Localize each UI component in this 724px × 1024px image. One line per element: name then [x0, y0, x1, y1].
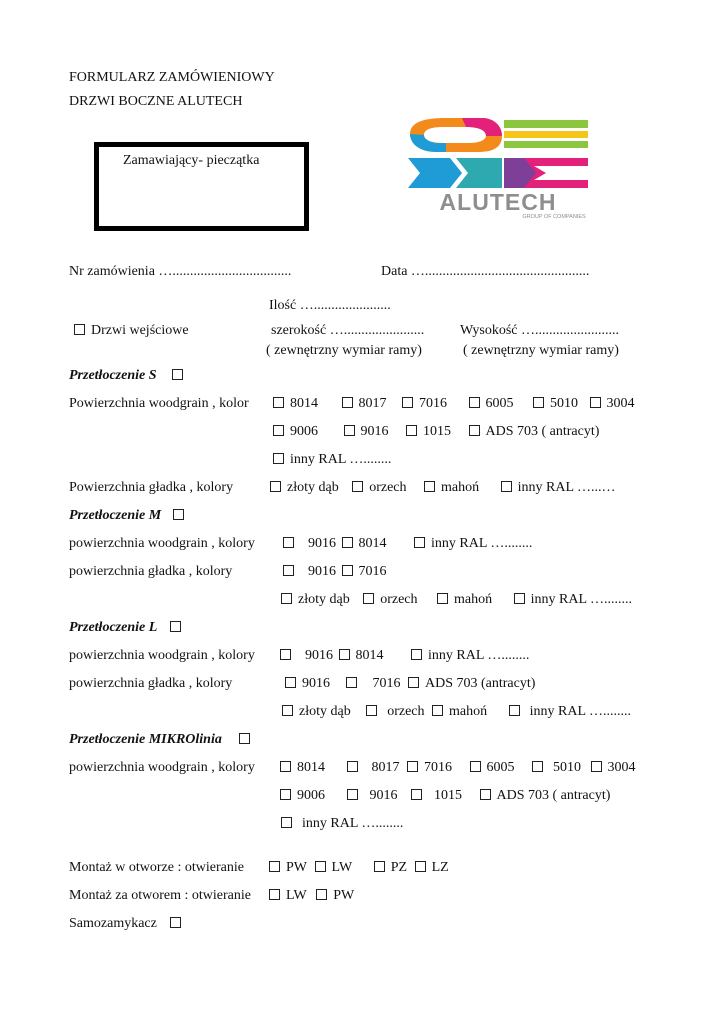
option-walnut[interactable] — [363, 591, 417, 609]
option-8014[interactable] — [273, 395, 318, 413]
option-label: PZ — [390, 860, 408, 875]
option-label: mahoń — [454, 592, 493, 607]
door-closer-checkbox[interactable] — [170, 917, 181, 928]
checkbox[interactable] — [273, 453, 284, 464]
option-other-ral[interactable] — [414, 535, 532, 553]
checkbox[interactable] — [501, 481, 512, 492]
option-7016[interactable] — [342, 563, 387, 581]
m-woodgrain-row1 — [283, 535, 542, 553]
option-label: inny RAL …...… — [517, 480, 616, 495]
l-smooth-row1 — [285, 675, 545, 693]
option-label: 5010 — [553, 760, 581, 775]
l-woodgrain-label: powierzchnia woodgrain , kolory — [69, 648, 255, 663]
entry-door-label: Drzwi wejściowe — [91, 323, 189, 338]
checkbox[interactable] — [342, 537, 353, 548]
section-m-checkbox[interactable] — [173, 509, 184, 520]
option-label: 9006 — [297, 788, 325, 803]
option-label: 5010 — [550, 396, 578, 411]
option-9006[interactable] — [273, 423, 318, 441]
width-note: ( zewnętrzny wymiar ramy) — [266, 343, 422, 358]
option-label: mahoń — [449, 704, 488, 719]
m-smooth-row1 — [283, 563, 397, 581]
option-9016[interactable] — [280, 647, 333, 665]
checkbox[interactable] — [347, 789, 358, 800]
option-golden-oak[interactable] — [282, 703, 351, 721]
option-label: 3004 — [606, 396, 635, 411]
option-walnut[interactable] — [352, 479, 406, 497]
option-label: PW — [333, 888, 355, 903]
checkbox[interactable] — [315, 861, 326, 872]
option-3004[interactable] — [590, 395, 635, 413]
option-label: 8014 — [290, 396, 318, 411]
option-label: złoty dąb — [287, 480, 339, 495]
option-label: inny RAL …........ — [428, 648, 530, 663]
door-closer-row — [69, 915, 187, 933]
option-9016[interactable] — [283, 535, 336, 553]
option-label: 7016 — [419, 396, 447, 411]
option-label: 9016 — [305, 648, 333, 663]
option-8014[interactable] — [339, 647, 384, 665]
checkbox[interactable] — [342, 565, 353, 576]
checkbox[interactable] — [590, 397, 601, 408]
option-other-ral[interactable] — [509, 703, 631, 721]
option-label: 9006 — [290, 424, 318, 439]
option-label: inny RAL …........ — [431, 536, 533, 551]
checkbox[interactable] — [363, 593, 374, 604]
option-label: inny RAL …........ — [302, 816, 404, 831]
checkbox[interactable] — [591, 761, 602, 772]
checkbox[interactable] — [283, 565, 294, 576]
section-s-title — [69, 367, 189, 385]
option-label: 7016 — [424, 760, 452, 775]
checkbox[interactable] — [339, 649, 350, 660]
mikro-woodgrain-label: powierzchnia woodgrain , kolory — [69, 760, 255, 775]
checkbox[interactable] — [316, 889, 327, 900]
s-smooth-label: Powierzchnia gładka , kolory — [69, 480, 234, 495]
option-label: 9016 — [308, 564, 336, 579]
section-mikro-title-text: Przetłoczenie MIKROlinia — [69, 732, 222, 747]
option-mahogany[interactable] — [437, 591, 492, 609]
option-label: LZ — [431, 860, 449, 875]
option-9006[interactable] — [280, 787, 325, 805]
checkbox[interactable] — [533, 397, 544, 408]
checkbox[interactable] — [342, 397, 353, 408]
checkbox[interactable] — [480, 789, 491, 800]
s-woodgrain-row2 — [273, 423, 609, 441]
section-l-title-text: Przetłoczenie L — [69, 620, 157, 635]
checkbox[interactable] — [281, 817, 292, 828]
option-7016[interactable] — [407, 759, 452, 777]
checkbox[interactable] — [469, 397, 480, 408]
checkbox[interactable] — [509, 705, 520, 716]
option-label: 6005 — [485, 396, 514, 411]
mikro-woodgrain-row3 — [281, 815, 413, 833]
option-1015[interactable] — [406, 423, 451, 441]
checkbox[interactable] — [514, 593, 525, 604]
option-ads703[interactable] — [469, 423, 600, 441]
checkbox[interactable] — [269, 889, 280, 900]
option-label: 1015 — [434, 788, 462, 803]
entry-door-option[interactable] — [74, 322, 189, 340]
option-label: orzech — [380, 592, 418, 607]
checkbox[interactable] — [282, 705, 293, 716]
option-label: inny RAL …........ — [290, 452, 392, 467]
m-smooth-label: powierzchnia gładka , kolory — [69, 564, 233, 579]
s-woodgrain-row1 — [273, 395, 645, 413]
checkbox[interactable] — [415, 861, 426, 872]
option-label: złoty dąb — [298, 592, 350, 607]
mounting-in-label: Montaż w otworze : otwieranie — [69, 860, 244, 875]
option-lz[interactable] — [415, 859, 449, 877]
option-8017[interactable] — [347, 759, 400, 777]
option-walnut[interactable] — [366, 703, 424, 721]
checkbox[interactable] — [406, 425, 417, 436]
checkbox[interactable] — [469, 425, 480, 436]
height-field[interactable]: Wysokość …........................ — [460, 323, 619, 338]
checkbox[interactable] — [532, 761, 543, 772]
option-label: 9016 — [369, 788, 398, 803]
option-9016[interactable] — [285, 675, 330, 693]
option-ads703[interactable] — [480, 787, 611, 805]
checkbox[interactable] — [269, 861, 280, 872]
option-label: inny RAL …........ — [529, 704, 632, 719]
option-label: 8014 — [297, 760, 325, 775]
checkbox[interactable] — [411, 789, 422, 800]
mounting-behind-options — [269, 887, 364, 905]
option-ads703[interactable] — [408, 675, 535, 693]
option-golden-oak[interactable] — [270, 479, 339, 497]
option-other-ral[interactable] — [501, 479, 616, 497]
option-label: 6005 — [486, 760, 515, 775]
option-8014[interactable] — [280, 759, 325, 777]
option-label: mahoń — [441, 480, 480, 495]
option-mahogany[interactable] — [424, 479, 479, 497]
checkbox[interactable] — [411, 649, 422, 660]
option-golden-oak[interactable] — [281, 591, 350, 609]
m-woodgrain-label: powierzchnia woodgrain , kolory — [69, 536, 255, 551]
option-9016[interactable] — [283, 563, 336, 581]
option-label: inny RAL …........ — [530, 592, 633, 607]
option-label: ADS 703 ( antracyt) — [485, 424, 600, 439]
checkbox[interactable] — [283, 537, 294, 548]
section-mikro-checkbox[interactable] — [239, 733, 250, 744]
mikro-woodgrain-row1 — [280, 759, 646, 777]
form-title: FORMULARZ ZAMÓWIENIOWY — [69, 70, 275, 85]
logo-tagline-text: GROUP OF COMPANIES — [522, 214, 586, 218]
l-smooth-row2 — [282, 703, 641, 721]
s-smooth-row1 — [270, 479, 626, 497]
entry-door-checkbox[interactable] — [74, 324, 85, 335]
section-mikro-title — [69, 731, 256, 749]
checkbox[interactable] — [285, 677, 296, 688]
option-label: 8017 — [371, 760, 400, 775]
s-woodgrain-label: Powierzchnia woodgrain , kolor — [69, 396, 249, 411]
l-smooth-label: powierzchnia gładka , kolory — [69, 676, 233, 691]
alutech-logo — [406, 118, 590, 218]
checkbox[interactable] — [424, 481, 435, 492]
checkbox[interactable] — [352, 481, 363, 492]
option-other-ral[interactable] — [281, 815, 403, 833]
checkbox[interactable] — [280, 761, 291, 772]
option-label: 8014 — [355, 648, 384, 663]
checkbox[interactable] — [281, 593, 292, 604]
section-s-title-text: Przetłoczenie S — [69, 368, 157, 383]
section-m-title — [69, 507, 190, 525]
l-woodgrain-row1 — [280, 647, 539, 665]
option-label: orzech — [387, 704, 425, 719]
option-1015[interactable] — [411, 787, 462, 805]
option-label: orzech — [369, 480, 407, 495]
option-label: 7016 — [358, 564, 387, 579]
option-mahogany[interactable] — [432, 703, 487, 721]
form-subtitle: DRZWI BOCZNE ALUTECH — [69, 94, 243, 109]
width-field[interactable]: szerokość …....................... — [271, 323, 425, 338]
option-5010[interactable] — [533, 395, 578, 413]
option-label: 9016 — [360, 424, 389, 439]
checkbox[interactable] — [437, 593, 448, 604]
option-6005[interactable] — [470, 759, 515, 777]
section-m-title-text: Przetłoczenie M — [69, 508, 162, 523]
logo-brand-text: ALUTECH — [439, 189, 557, 215]
section-l-title — [69, 619, 187, 637]
option-label: 7016 — [372, 676, 401, 691]
option-label: LW — [286, 888, 307, 903]
checkbox[interactable] — [366, 705, 377, 716]
checkbox[interactable] — [374, 861, 385, 872]
option-other-ral[interactable] — [514, 591, 632, 609]
option-lw[interactable] — [315, 859, 353, 877]
option-9016[interactable] — [347, 787, 398, 805]
checkbox[interactable] — [432, 705, 443, 716]
door-closer-label: Samozamykacz — [69, 916, 157, 931]
mounting-behind-label: Montaż za otworem : otwieranie — [69, 888, 251, 903]
option-6005[interactable] — [469, 395, 514, 413]
checkbox[interactable] — [408, 677, 419, 688]
option-7016[interactable] — [346, 675, 401, 693]
order-number-field[interactable]: Nr zamówienia ….................................. — [69, 264, 292, 279]
mounting-in-options — [269, 859, 459, 877]
option-label: 8014 — [358, 536, 387, 551]
stamp-label: Zamawiający- pieczątka — [123, 153, 260, 168]
option-pw[interactable] — [316, 887, 354, 905]
option-8017[interactable] — [342, 395, 387, 413]
option-label: 3004 — [607, 760, 636, 775]
option-other-ral[interactable] — [273, 451, 391, 469]
checkbox[interactable] — [273, 397, 284, 408]
checkbox[interactable] — [273, 425, 284, 436]
option-label: ADS 703 (antracyt) — [425, 676, 536, 691]
option-label: 1015 — [423, 424, 451, 439]
option-label: złoty dąb — [299, 704, 351, 719]
option-7016[interactable] — [402, 395, 447, 413]
checkbox[interactable] — [346, 677, 357, 688]
checkbox[interactable] — [347, 761, 358, 772]
quantity-field[interactable]: Ilość …...................... — [269, 298, 391, 313]
option-9016[interactable] — [344, 423, 389, 441]
checkbox[interactable] — [344, 425, 355, 436]
option-label: ADS 703 ( antracyt) — [496, 788, 611, 803]
height-note: ( zewnętrzny wymiar ramy) — [463, 343, 619, 358]
order-date-field[interactable]: Data …............................................... — [381, 264, 590, 279]
checkbox[interactable] — [414, 537, 425, 548]
option-pz[interactable] — [374, 859, 407, 877]
checkbox[interactable] — [280, 789, 291, 800]
checkbox[interactable] — [470, 761, 481, 772]
option-label: 9016 — [308, 536, 336, 551]
option-pw[interactable] — [269, 859, 307, 877]
option-lw[interactable] — [269, 887, 307, 905]
option-5010[interactable] — [532, 759, 581, 777]
option-label: 9016 — [302, 676, 330, 691]
option-8014[interactable] — [342, 535, 387, 553]
mikro-woodgrain-row2 — [280, 787, 620, 805]
stamp-box — [94, 142, 309, 231]
option-3004[interactable] — [591, 759, 636, 777]
checkbox[interactable] — [280, 649, 291, 660]
m-smooth-row2 — [281, 591, 642, 609]
option-label: LW — [331, 860, 353, 875]
s-woodgrain-row3 — [273, 451, 401, 469]
option-label: PW — [286, 860, 307, 875]
checkbox[interactable] — [402, 397, 413, 408]
section-s-checkbox[interactable] — [172, 369, 183, 380]
checkbox[interactable] — [270, 481, 281, 492]
checkbox[interactable] — [407, 761, 418, 772]
section-l-checkbox[interactable] — [170, 621, 181, 632]
option-other-ral[interactable] — [411, 647, 529, 665]
option-label: 8017 — [358, 396, 387, 411]
